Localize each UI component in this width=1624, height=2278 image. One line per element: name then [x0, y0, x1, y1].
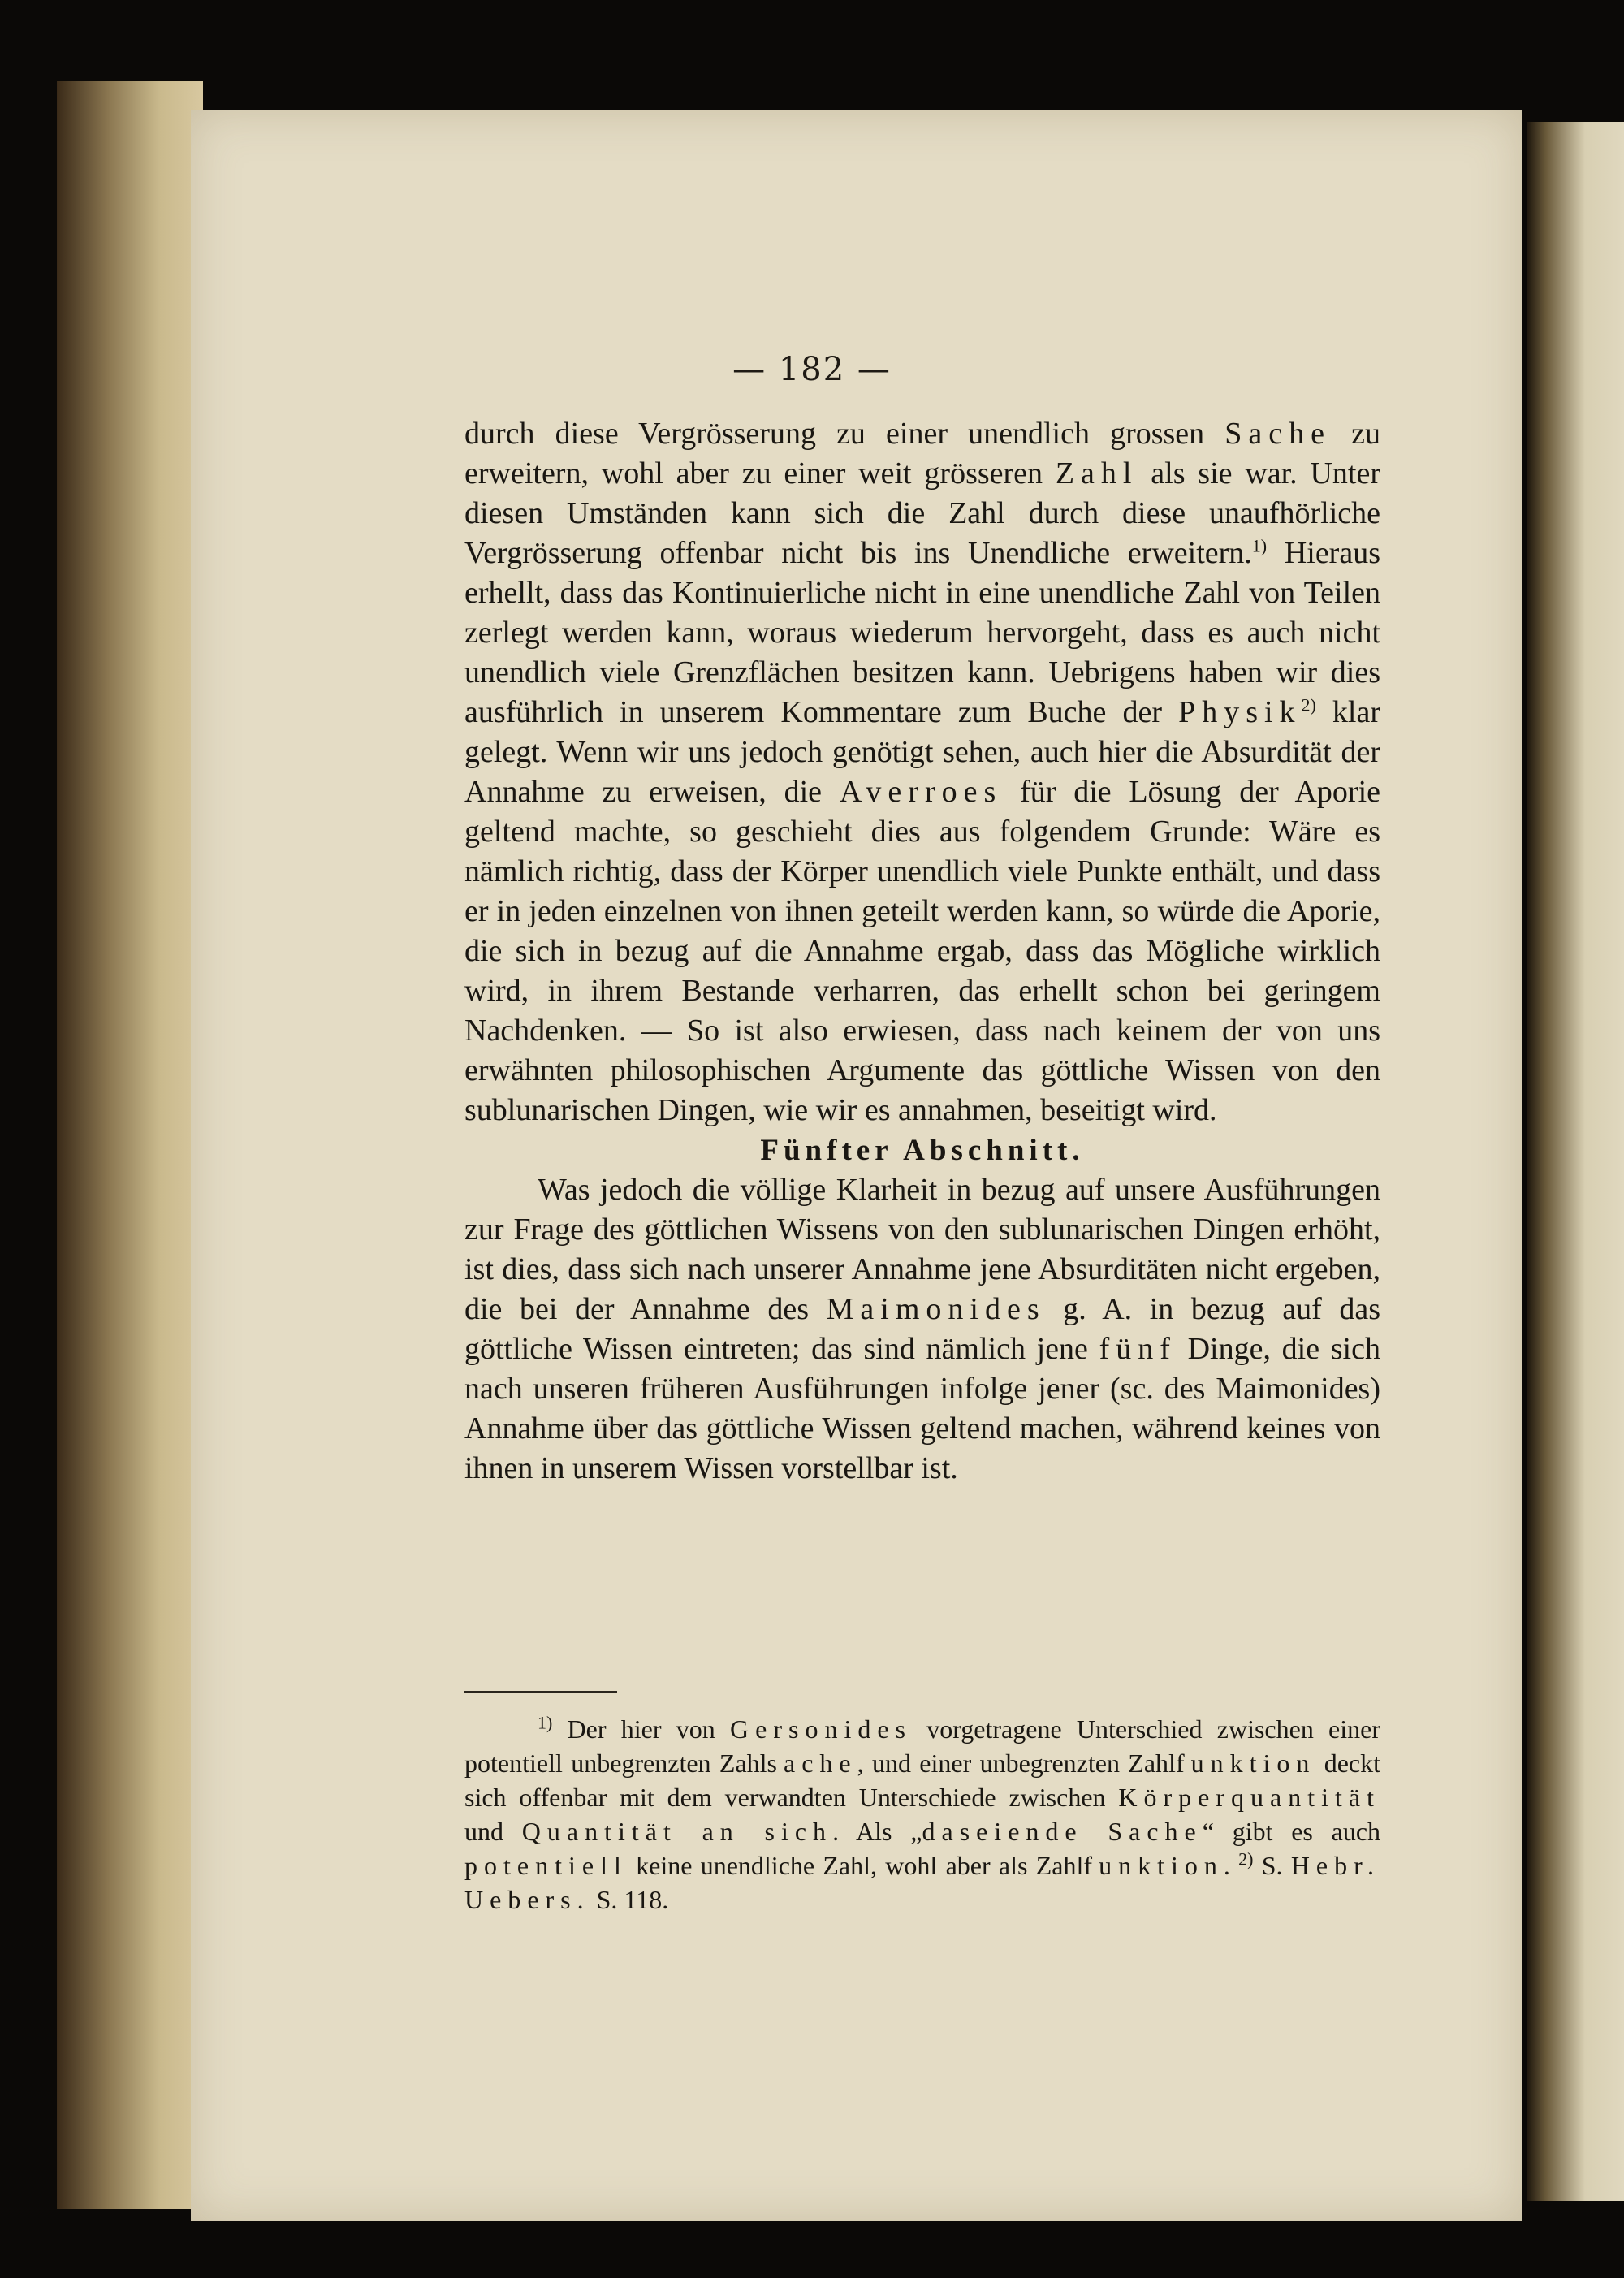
spaced-term: potentiell — [464, 1851, 628, 1880]
footnotes — [464, 1712, 1380, 1917]
spaced-term: Sache — [1224, 417, 1332, 451]
spaced-term: Zahl — [1055, 456, 1138, 491]
spaced-term: fünf — [1099, 1332, 1177, 1366]
text-run: Dinge, die sich nach unseren früheren Ausführungen infolge jener (sc. des Maimonides) Annahme über das göttliche Wissen geltend machen, während keines von ihnen in unserem Wissen vorstellbar ist. — [464, 1332, 1380, 1485]
spaced-term: Gersonides — [730, 1714, 912, 1744]
section-heading: Fünfter Abschnitt. — [760, 1134, 1085, 1167]
text-run: und — [464, 1817, 522, 1846]
text-run: durch diese Vergrösserung zu einer unendlich grossen — [464, 417, 1225, 451]
facing-page-edge — [1527, 122, 1624, 2201]
spaced-term: Quantität an sich — [521, 1817, 833, 1846]
spaced-term: Hebr. Uebers. — [464, 1851, 1381, 1914]
spaced-term: funktion — [1083, 1851, 1224, 1880]
text-run: Der hier von — [552, 1714, 731, 1744]
text-run: . — [1223, 1851, 1239, 1880]
main-text — [464, 414, 1380, 1489]
text-run: als sie war. Unter diesen Umständen kann sich die Zahl durch diese unaufhörliche Vergrösserung offenbar nicht bis ins Unendliche erweitern. — [464, 456, 1381, 570]
text-run: Was jedoch die völlige Klarheit in bezug auf unsere Ausführungen zur Frage des göttlichen Wissens von den sublunarischen Dingen erhöht, ist dies, dass sich nach unserer Annahme jene Absurditäten nicht ergeben, die bei der Annahme des — [464, 1173, 1380, 1326]
footnote-ref-2: 2) — [1301, 694, 1316, 715]
footnote-ref-1: 1) — [1251, 535, 1268, 556]
text-run: für die Lösung der Aporie geltend machte, so geschieht dies aus folgendem Grunde: Wäre es nämlich richtig, dass der Körper unendlich viele Punkte enthält, und dass er in jeden einzelnen von ihnen geteilt werden kann, so würde die Aporie, die sich in bezug auf die Annahme ergab, dass das Mögliche wirklich wird, in ihrem Bestande verharren, das erhellt schon bei geringem Nachdenken. — So ist also erwiesen, dass nach keinem der von uns erwähnten philosophischen Argumente das göttliche Wissen von den sublunarischen Dingen, wie wir es annahmen, beseitigt wird. — [464, 775, 1380, 1127]
text-run: S. 118. — [590, 1885, 669, 1914]
page-number: — 182 — — [732, 351, 892, 388]
text-run: “ gibt es auch — [1202, 1817, 1381, 1846]
text-run: klar gelegt. Wenn wir uns jedoch genötigt sehen, auch hier die Absurdität der Annahme zu erweisen, die — [464, 695, 1381, 809]
footnote-divider — [464, 1691, 617, 1693]
book-edge — [57, 81, 203, 2209]
footnote-mark: 2) — [1238, 1848, 1254, 1870]
text-run: keine unendliche Zahl, wohl aber als Zahl — [627, 1851, 1084, 1880]
spaced-term: Physik — [1178, 695, 1302, 729]
text-run: zu erweitern, wohl aber zu einer weit grösseren — [464, 417, 1380, 491]
paragraph-1 — [464, 414, 1380, 1130]
spaced-term: Maimonides — [826, 1292, 1046, 1326]
text-run: deckt sich offenbar mit dem verwandten Unterschiede zwischen — [464, 1748, 1381, 1812]
text-run: . Als „ — [832, 1817, 922, 1846]
text-run: Hieraus erhellt, dass das Kontinuierliche nicht in eine unendliche Zahl von Teilen zerlegt werden kann, woraus wiederum hervorgeht, dass es auch nicht unendlich viele Grenzflächen besitzen kann. Uebrigens haben wir dies ausführlich in unserem Kommentare zum Buche der — [464, 536, 1380, 729]
text-run: g. A. in bezug auf das göttliche Wissen eintreten; das sind nämlich jene — [464, 1292, 1380, 1366]
spaced-term: Körperquantität — [1118, 1783, 1380, 1812]
footnote-1 — [464, 1712, 1380, 1917]
spaced-term: daseiende Sache — [922, 1817, 1203, 1846]
spaced-term: funktion — [1175, 1748, 1316, 1778]
footnote-mark: 1) — [538, 1712, 553, 1733]
text-run: S. — [1253, 1851, 1291, 1880]
text-run: , und einer unbegrenzten Zahl — [857, 1748, 1176, 1778]
spaced-term: Averroes — [839, 775, 1003, 809]
spaced-term: sache — [767, 1748, 857, 1778]
text-run: vorgetragene Unterschied zwischen einer potentiell unbegrenzten Zahl — [464, 1714, 1381, 1778]
paragraph-2 — [464, 1170, 1380, 1489]
